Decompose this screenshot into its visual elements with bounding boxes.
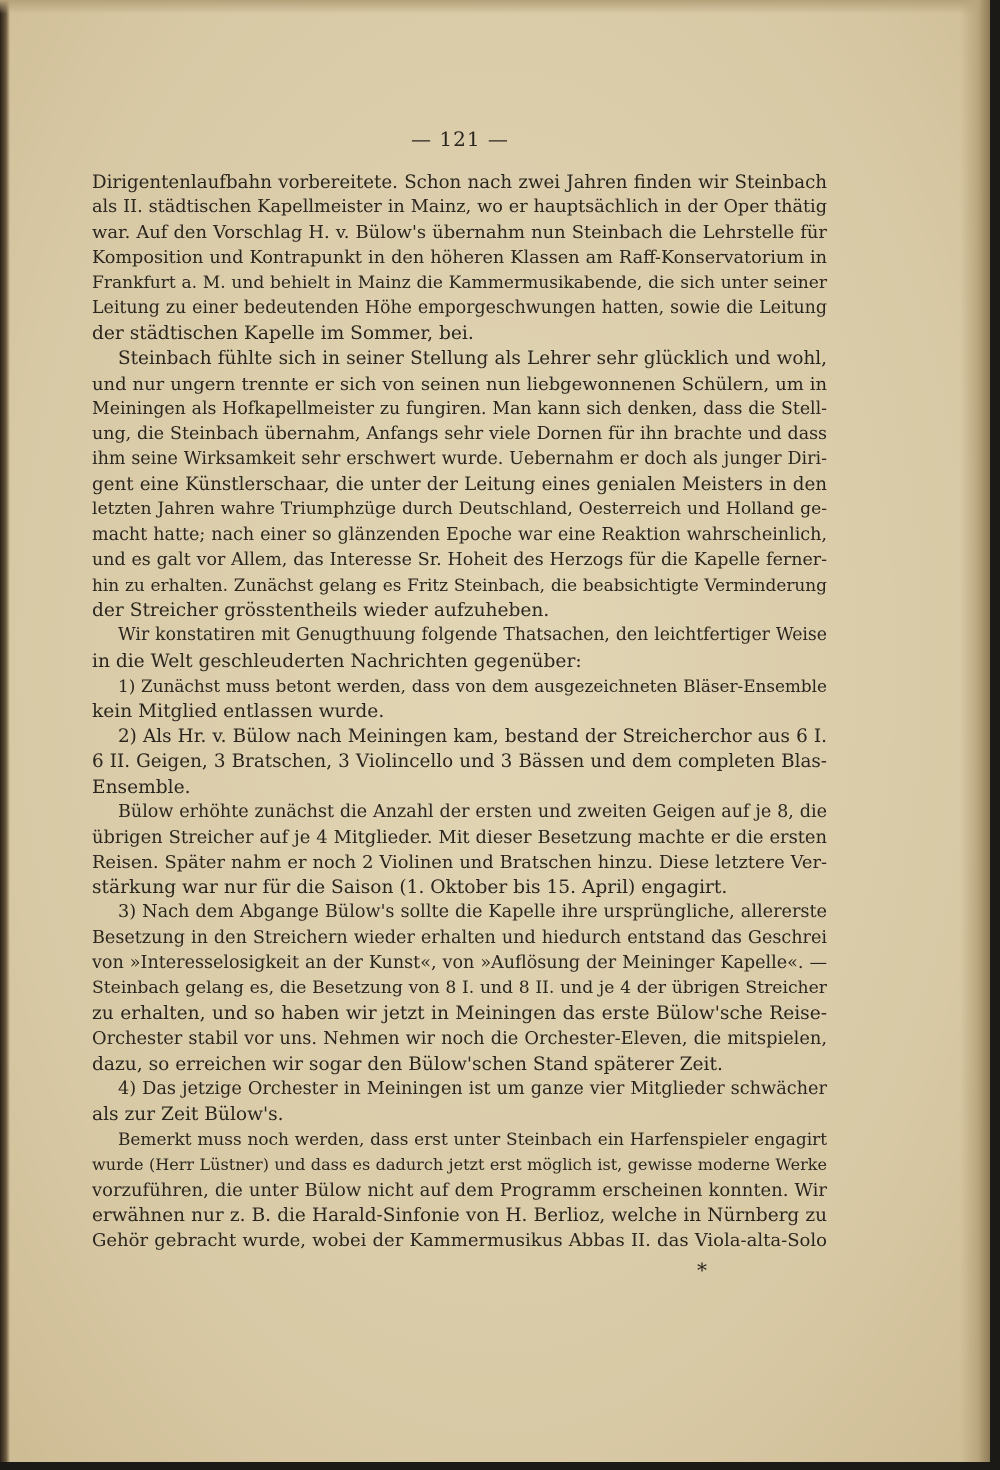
text-line: Besetzung in den Streichern wieder erhalten und hiedurch entstand das Geschrei (92, 927, 827, 948)
text-line: ung, die Steinbach übernahm, Anfangs sehr viele Dornen für ihn brachte und dass (92, 423, 827, 444)
text-line: Reisen. Später nahm er noch 2 Violinen und Bratschen hinzu. Diese letztere Ver- (92, 852, 827, 874)
text-line: war. Auf den Vorschlag H. v. Bülow's übernahm nun Steinbach die Lehrstelle für (92, 222, 827, 244)
text-line: Komposition und Kontrapunkt in den höheren Klassen am Raff-Konservatorium in (92, 247, 827, 268)
text-line: 3) Nach dem Abgange Bülow's sollte die Kapelle ihre ursprüngliche, allererste (118, 902, 827, 923)
page-body (92, 170, 827, 1253)
text-line: stärkung war nur für die Saison (1. Oktober bis 15. April) engagirt. (92, 877, 728, 899)
text-line: letzten Jahren wahre Triumphzüge durch Deutschland, Oesterreich und Holland ge- (92, 499, 827, 520)
text-line: und es galt vor Allem, das Interesse Sr. Hoheit des Herzogs für die Kapelle ferner- (92, 549, 827, 570)
text-line: gent eine Künstlerschaar, die unter der Leitung eines genialen Meisters in den (92, 474, 827, 496)
page-right-edge (960, 0, 990, 1462)
text-line: zu erhalten, und so haben wir jetzt in Meiningen das erste Bülow'sche Reise- (92, 1003, 827, 1025)
text-line: Steinbach fühlte sich in seiner Stellung als Lehrer sehr glücklich und wohl, (118, 348, 827, 370)
text-line: Ensemble. (92, 776, 191, 798)
text-line: Dirigentenlaufbahn vorbereitete. Schon nach zwei Jahren finden wir Steinbach (92, 172, 827, 193)
text-line: ihm seine Wirksamkeit sehr erschwert wurde. Uebernahm er doch als junger Diri- (92, 449, 827, 470)
text-line: kein Mitglied entlassen wurde. (92, 700, 385, 722)
text-line: Bülow erhöhte zunächst die Anzahl der ersten und zweiten Geigen auf je 8, die (118, 801, 827, 822)
page-number: — 121 — (411, 127, 509, 151)
text-line: Steinbach gelang es, die Besetzung von 8 I. und 8 II. und je 4 der übrigen Streicher (92, 978, 827, 998)
text-line: der Streicher grösstentheils wieder aufzuheben. (92, 600, 550, 622)
text-line: wurde (Herr Lüstner) und dass es dadurch jetzt erst möglich ist, gewisse moderne Werke (92, 1155, 827, 1175)
footnote-marker: * (697, 1258, 707, 1282)
text-line: Meiningen als Hofkapellmeister zu fungiren. Man kann sich denken, dass die Stell- (92, 398, 827, 419)
scan-bottom-edge (0, 1462, 1000, 1470)
text-line: und nur ungern trennte er sich von seinen nun liebgewonnenen Schülern, um in (92, 373, 827, 395)
text-line: erwähnen nur z. B. die Harald-Sinfonie von H. Berlioz, welche in Nürnberg zu (92, 1204, 827, 1226)
text-line: dazu, so erreichen wir sogar den Bülow'schen Stand späterer Zeit. (92, 1053, 723, 1075)
text-line: vorzuführen, die unter Bülow nicht auf dem Programm erscheinen konnten. Wir (92, 1179, 827, 1201)
text-line: Wir konstatiren mit Genugthuung folgende Thatsachen, den leichtfertiger Weise (118, 625, 827, 646)
text-line: von »Interesselosigkeit an der Kunst«, von »Auflösung der Meininger Kapelle«. — (92, 952, 827, 973)
text-line: macht hatte; nach einer so glänzenden Epoche war eine Reaktion wahrscheinlich, (92, 524, 827, 545)
text-line: Frankfurt a. M. und behielt in Mainz die Kammermusikabende, die sich unter seiner (92, 272, 827, 293)
text-line: als II. städtischen Kapellmeister in Mainz, wo er hauptsächlich in der Oper thätig (92, 197, 827, 218)
text-line: 4) Das jetzige Orchester in Meiningen ist um ganze vier Mitglieder schwächer (118, 1078, 827, 1099)
text-line: 2) Als Hr. v. Bülow nach Meiningen kam, bestand der Streicherchor aus 6 I. (118, 726, 827, 748)
book-spine-shadow (0, 0, 10, 1462)
text-line: Gehör gebracht wurde, wobei der Kammermusikus Abbas II. das Viola-alta-Solo (92, 1229, 827, 1251)
text-line: Bemerkt muss noch werden, dass erst unter Steinbach ein Harfenspieler engagirt (118, 1129, 827, 1150)
text-line: Leitung zu einer bedeutenden Höhe emporgeschwungen hatten, sowie die Leitung (92, 297, 827, 318)
text-line: hin zu erhalten. Zunächst gelang es Fritz Steinbach, die beabsichtigte Verminderung (92, 575, 827, 595)
text-line: in die Welt geschleuderten Nachrichten gegenüber: (92, 650, 582, 672)
text-line: übrigen Streicher auf je 4 Mitglieder. Mit dieser Besetzung machte er die ersten (92, 826, 827, 848)
text-line: 6 II. Geigen, 3 Bratschen, 3 Violincello und 3 Bässen und dem completen Blas- (92, 751, 827, 773)
text-line: als zur Zeit Bülow's. (92, 1103, 284, 1125)
text-line: 1) Zunächst muss betont werden, dass von dem ausgezeichneten Bläser-Ensemble (118, 675, 827, 696)
page-top-edge (0, 0, 990, 14)
text-line: Orchester stabil vor uns. Nehmen wir noch die Orchester-Eleven, die mitspielen, (92, 1028, 827, 1050)
text-line: der städtischen Kapelle im Sommer, bei. (92, 323, 474, 345)
